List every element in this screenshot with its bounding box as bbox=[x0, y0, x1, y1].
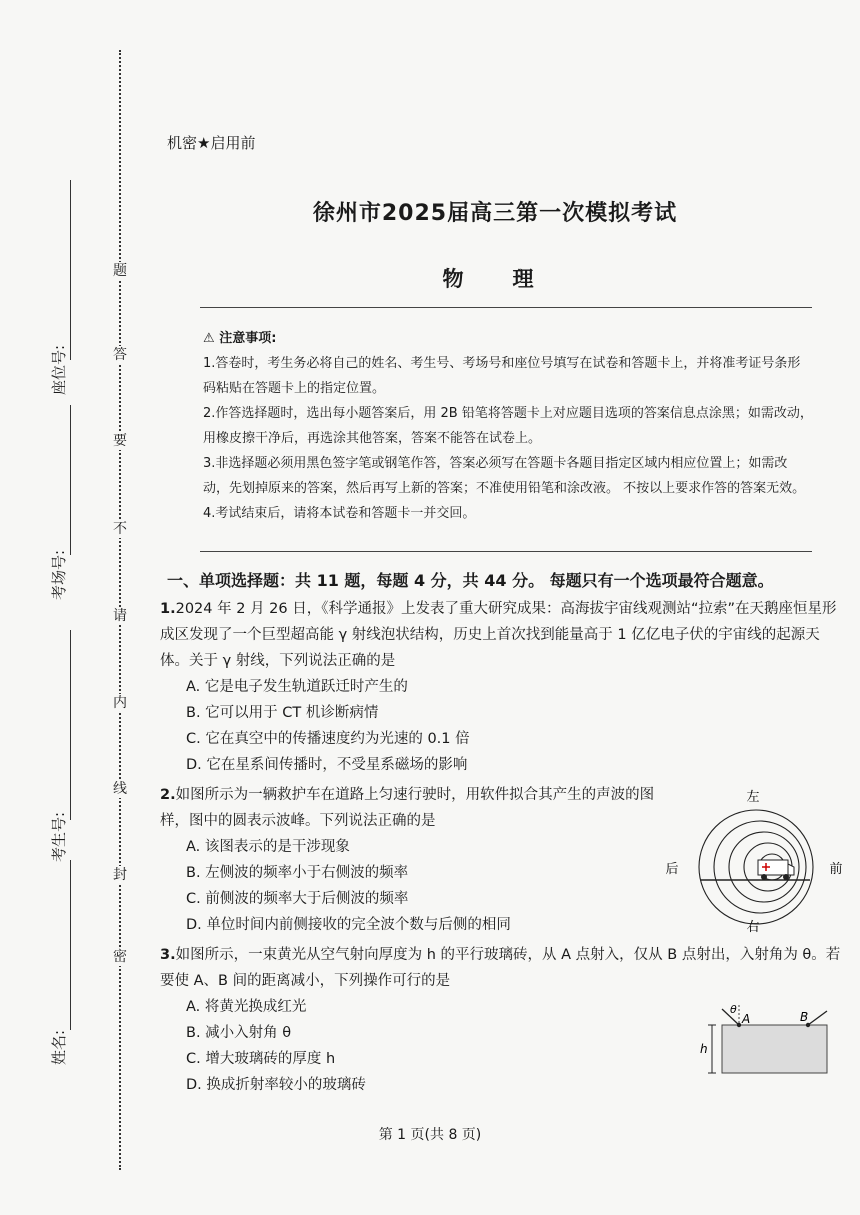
candidate-number-line[interactable] bbox=[70, 630, 71, 820]
label-theta: θ bbox=[730, 1003, 737, 1016]
figure-label-front: 前 bbox=[829, 862, 843, 877]
seal-char: 不 bbox=[113, 521, 127, 537]
notice-heading-text: 注意事项: bbox=[219, 331, 277, 346]
seat-number-label: 座位号: bbox=[50, 344, 68, 395]
seal-char: 请 bbox=[113, 608, 127, 624]
notice-item: 3.非选择题必须用黑色签字笔或钢笔作答，答案必须写在答题卡各题目指定区域内相应位置上；如需改动，先划掉原来的答案，然后再写上新的答案；不准使用铅笔和涂改液。 不按以上要求作答的答案无效。 bbox=[203, 456, 806, 496]
divider bbox=[200, 307, 812, 308]
question-number: 2. bbox=[160, 787, 176, 803]
option-c[interactable]: C. 增大玻璃砖的厚度 h bbox=[186, 1051, 336, 1067]
option-d[interactable]: D. 单位时间内前侧接收的完全波个数与后侧的相同 bbox=[186, 917, 511, 933]
seal-char: 要 bbox=[113, 433, 127, 449]
glass-block bbox=[722, 1025, 827, 1073]
label-h: h bbox=[700, 1042, 708, 1056]
option-a[interactable]: A. 它是电子发生轨道跃迁时产生的 bbox=[186, 679, 408, 695]
seal-char: 内 bbox=[113, 695, 127, 711]
question-1 bbox=[160, 596, 845, 778]
point-a bbox=[737, 1023, 741, 1027]
question-stem: 如图所示，一束黄光从空气射向厚度为 h 的平行玻璃砖，从 A 点射入，仅从 B 点射出，入射角为 θ。若要使 A、B 间的距离减小，下列操作可行的是 bbox=[160, 947, 841, 989]
figure-label-back: 后 bbox=[665, 862, 679, 877]
question-number: 1. bbox=[160, 601, 176, 617]
option-d[interactable]: D. 它在星系间传播时，不受星系磁场的影响 bbox=[186, 757, 468, 773]
notice-heading bbox=[203, 326, 813, 351]
warning-icon: ⚠ bbox=[203, 331, 215, 346]
notice-item: 4.考试结束后，请将本试卷和答题卡一并交回。 bbox=[203, 506, 476, 521]
seal-char: 密 bbox=[113, 949, 127, 965]
option-d[interactable]: D. 换成折射率较小的玻璃砖 bbox=[186, 1077, 366, 1093]
confidential-mark: 机密★启用前 bbox=[167, 134, 256, 152]
subject-title: 物 理 bbox=[442, 267, 548, 291]
ambulance-icon bbox=[758, 860, 794, 880]
page-footer: 第 1 页(共 8 页) bbox=[378, 1127, 482, 1143]
notice-item: 1.答卷时，考生务必将自己的姓名、考生号、考场号和座位号填写在试卷和答题卡上，并将准考证号条形码粘贴在答题卡上的指定位置。 bbox=[203, 356, 801, 396]
candidate-number-label: 考生号: bbox=[50, 811, 68, 862]
sound-wave-figure bbox=[660, 785, 860, 935]
option-c[interactable]: C. 前侧波的频率大于后侧波的频率 bbox=[186, 891, 409, 907]
section-heading: 一、单项选择题：共 11 题，每题 4 分，共 44 分。 每题只有一个选项最符合题意。 bbox=[167, 571, 774, 590]
figure-label-right: 右 bbox=[746, 920, 760, 935]
question-stem: 2024 年 2 月 26 日，《科学通报》上发表了重大研究成果：高海拔宇宙线观测站“拉索”在天鹅座恒星形成区发现了一个巨型超高能 γ 射线泡状结构，历史上首次找到能量高于 1 亿亿电子伏的宇宙线的起源天体。关于 γ 射线，下列说法正确的是 bbox=[160, 601, 837, 669]
exit-ray bbox=[808, 1011, 827, 1025]
seal-char: 封 bbox=[113, 867, 127, 883]
seat-number-line[interactable] bbox=[70, 180, 71, 360]
notice-item: 2.作答选择题时，选出每小题答案后，用 2B 铅笔将答题卡上对应题目选项的答案信息点涂黑；如需改动，用橡皮擦干净后，再选涂其他答案，答案不能答在试卷上。 bbox=[203, 406, 813, 446]
question-number: 3. bbox=[160, 947, 176, 963]
question-2 bbox=[160, 782, 665, 938]
option-c[interactable]: C. 它在真空中的传播速度约为光速的 0.1 倍 bbox=[186, 731, 470, 747]
exam-room-line[interactable] bbox=[70, 405, 71, 555]
divider bbox=[200, 551, 812, 552]
glass-block-figure bbox=[692, 1003, 842, 1083]
seal-char: 答 bbox=[113, 347, 127, 363]
name-label: 姓名: bbox=[50, 1029, 68, 1065]
option-a[interactable]: A. 将黄光换成红光 bbox=[186, 999, 307, 1015]
exam-room-label: 考场号: bbox=[50, 549, 68, 600]
exam-title: 徐州市2025届高三第一次模拟考试 bbox=[312, 201, 678, 226]
option-b[interactable]: B. 减小入射角 θ bbox=[186, 1025, 292, 1041]
label-a: A bbox=[742, 1012, 751, 1026]
figure-label-left: 左 bbox=[746, 790, 760, 805]
notice-box bbox=[203, 326, 813, 526]
name-line[interactable] bbox=[70, 860, 71, 1030]
option-b[interactable]: B. 它可以用于 CT 机诊断病情 bbox=[186, 705, 379, 721]
seal-char: 题 bbox=[113, 263, 127, 279]
label-b: B bbox=[800, 1010, 809, 1024]
option-b[interactable]: B. 左侧波的频率小于右侧波的频率 bbox=[186, 865, 409, 881]
seal-char: 线 bbox=[113, 781, 127, 797]
wave-crest-circle bbox=[699, 810, 813, 924]
question-stem: 如图所示为一辆救护车在道路上匀速行驶时，用软件拟合其产生的声波的图样，图中的圆表示波峰。下列说法正确的是 bbox=[160, 787, 655, 829]
option-a[interactable]: A. 该图表示的是干涉现象 bbox=[186, 839, 350, 855]
